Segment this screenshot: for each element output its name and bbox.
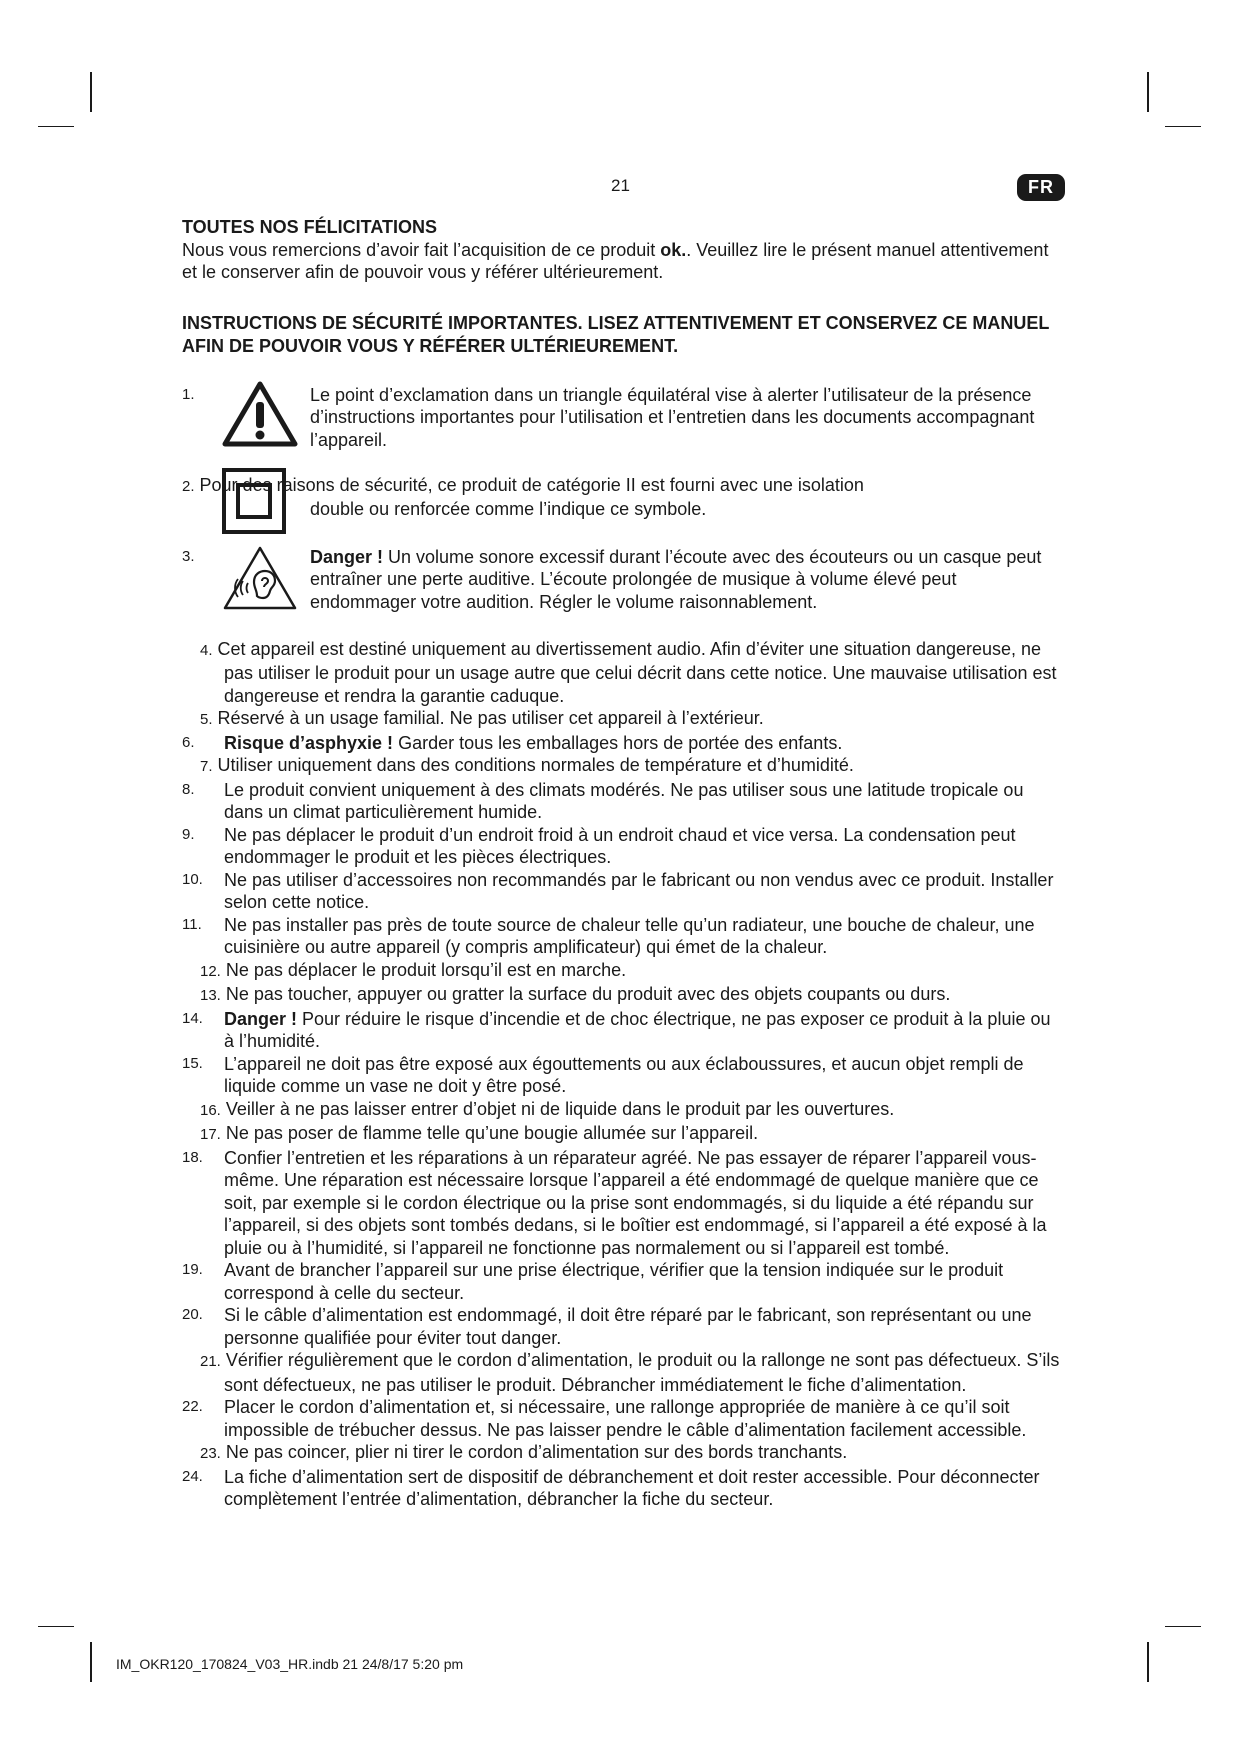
brand-name: ok.: [660, 239, 687, 260]
danger-label: Danger !: [310, 546, 384, 567]
item-text: Ne pas coincer, plier ni tirer le cordon d’alimentation sur des bords tranchants.: [225, 1442, 848, 1462]
item-text: Placer le cordon d’alimentation et, si nécessaire, une rallonge appropriée de manière à ce qu’il soit impossible de trébucher dessus. Ne pas laisser pendre le câble d’alimentation facilement accessible.: [224, 1397, 1027, 1440]
item-number: 3.: [182, 547, 195, 565]
safety-list: [182, 638, 1062, 1511]
item-bold-label: Danger !: [224, 1008, 298, 1029]
symbol-item-1: [182, 384, 1062, 452]
congrats-text: [182, 239, 1062, 284]
safety-item: [182, 1259, 1062, 1304]
safety-item: [182, 1441, 1062, 1466]
crop-mark: [1165, 126, 1201, 127]
safety-item: [182, 1122, 1062, 1147]
item-number: 4.: [200, 641, 213, 659]
crop-mark: [90, 1642, 92, 1682]
congrats-text-part: . Veuillez lire le présent manuel attentivement et le conserver afin de pouvoir vous y référer ultérieurement.: [182, 239, 1049, 282]
safety-item: [182, 983, 1062, 1008]
item-text: Ne pas déplacer le produit lorsqu’il est en marche.: [225, 959, 627, 980]
item-text: La fiche d’alimentation sert de dispositif de débranchement et doit rester accessible. Pour déconnecter complètement l’entrée d’alimentation, débrancher la fiche du secteur.: [224, 1466, 1040, 1509]
safety-item: [182, 959, 1062, 984]
item-text: Si le câble d’alimentation est endommagé, il doit être réparé par le fabricant, son représentant ou une personne qualifiée pour éviter tout danger.: [224, 1305, 1032, 1348]
item-text: Veiller à ne pas laisser entrer d’objet ni de liquide dans le produit par les ouvertures.: [225, 1098, 895, 1119]
item-text: Ne pas toucher, appuyer ou gratter la surface du produit avec des objets coupants ou durs.: [225, 984, 951, 1004]
congrats-title: TOUTES NOS FÉLICITATIONS: [182, 217, 438, 237]
item-text: Le produit convient uniquement à des climats modérés. Ne pas utiliser sous une latitude tropicale ou dans un climat particulièrement humide.: [224, 779, 1024, 822]
safety-item: [182, 732, 1062, 755]
symbol-item-3: [182, 546, 1062, 614]
safety-item: [182, 1396, 1062, 1441]
crop-mark: [1147, 1642, 1149, 1682]
crop-mark: [1165, 1626, 1201, 1627]
item-text: Ne pas installer pas près de toute source de chaleur telle qu’un radiateur, une bouche de chaleur, une cuisinière ou autre appareil (y compris amplificateur) qui émet de la chaleur.: [224, 914, 1035, 957]
item-number: 8.: [182, 780, 195, 798]
item-number: 23.: [200, 1445, 221, 1462]
symbol-text-cont: double ou renforcée comme l’indique ce symbole.: [310, 499, 707, 519]
item-number: 18.: [182, 1148, 203, 1166]
item-number: 10.: [182, 870, 203, 888]
item-text: Ne pas poser de flamme telle qu’une bougie allumée sur l’appareil.: [225, 1123, 759, 1143]
item-number: 24.: [182, 1467, 203, 1485]
hearing-danger-icon: [222, 544, 298, 618]
item-number: 5.: [200, 711, 213, 728]
item-number: 17.: [200, 1126, 221, 1143]
item-number: 21.: [200, 1353, 221, 1370]
item-number: 16.: [200, 1101, 221, 1119]
safety-item: [182, 1147, 1062, 1260]
document-body: [182, 216, 1062, 1511]
safety-item: [182, 824, 1062, 869]
item-number: 9.: [182, 825, 195, 843]
congrats-text-part: Nous vous remercions d’avoir fait l’acquisition de ce produit: [182, 239, 661, 260]
symbol-item-2: [182, 474, 1062, 524]
item-bold-label: Risque d’asphyxie !: [224, 732, 394, 753]
item-text: Confier l’entretien et les réparations à un réparateur agréé. Ne pas essayer de réparer l’appareil vous-même. Une réparation est nécessaire lorsque l’appareil a été endommagé de quelque manière que ce soit, par exemple si le cordon électrique ou la prise sont endommagés, si du liquide a été répandu sur l’appareil, si des objets sont tombés dedans, si le boîtier est endommagé, si l’appareil a été exposé à la pluie ou à l’humidité, si l’appareil ne fonctionne pas normalement ou si l’appareil est tombé.: [224, 1147, 1047, 1258]
safety-item: [182, 1466, 1062, 1511]
symbol-text-body: Un volume sonore excessif durant l’écoute avec des écouteurs ou un casque peut entraîner une perte auditive. L’écoute prolongée de musique à volume élevé peut endommager votre audition. Régler le volume raisonnablement.: [310, 546, 1042, 612]
safety-item: [182, 638, 1062, 708]
item-text: Garder tous les emballages hors de portée des enfants.: [393, 732, 843, 753]
item-number: 1.: [182, 385, 195, 403]
safety-heading: INSTRUCTIONS DE SÉCURITÉ IMPORTANTES. LISEZ ATTENTIVEMENT ET CONSERVEZ CE MANUEL AFIN DE POUVOIR VOUS Y RÉFÉRER ULTÉRIEUREMENT.: [182, 312, 1050, 356]
symbol-text: [310, 546, 1062, 614]
item-text: Utiliser uniquement dans des conditions normales de température et d’humidité.: [217, 755, 854, 775]
item-text: Cet appareil est destiné uniquement au divertissement audio. Afin d’éviter une situation dangereuse, ne pas utiliser le produit pour un usage autre que celui décrit dans cette notice. Une mauvaise utilisation est dangereuse et rendra la garantie caduque.: [217, 638, 1057, 706]
item-text: Réservé à un usage familial. Ne pas utiliser cet appareil à l’extérieur.: [217, 708, 764, 728]
item-number: 15.: [182, 1054, 203, 1072]
item-text: Ne pas utiliser d’accessoires non recommandés par le fabricant ou non vendus avec ce produit. Installer selon cette notice.: [224, 869, 1054, 912]
symbol-text: Le point d’exclamation dans un triangle équilatéral vise à alerter l’utilisateur de la présence d’instructions importantes pour l’utilisation et l’entretien dans les documents accompagnant l’appareil.: [310, 384, 1035, 450]
symbol-lead-text: Pour des raisons de sécurité, ce produit de catégorie II est fourni avec une isolation: [199, 474, 864, 495]
item-text: Avant de brancher l’appareil sur une prise électrique, vérifier que la tension indiquée sur le produit correspond à celle du secteur.: [224, 1260, 1004, 1303]
warning-triangle-icon: [222, 380, 298, 454]
item-text: L’appareil ne doit pas être exposé aux égouttements ou aux éclaboussures, et aucun objet rempli de liquide comme un vase ne doit y être posé.: [224, 1053, 1024, 1096]
item-number: 14.: [182, 1009, 203, 1027]
safety-item: [182, 869, 1062, 914]
item-number: 6.: [182, 733, 195, 751]
item-number: 12.: [200, 962, 221, 980]
page-number: 21: [611, 176, 630, 195]
safety-item: [182, 1349, 1062, 1396]
item-text: Pour réduire le risque d’incendie et de choc électrique, ne pas exposer ce produit à la pluie ou à l’humidité.: [224, 1008, 1051, 1051]
safety-item: [182, 914, 1062, 959]
safety-item: [182, 779, 1062, 824]
safety-item: [182, 707, 1062, 732]
item-number: 13.: [200, 987, 221, 1004]
symbol-text: [182, 474, 1062, 499]
print-footer: IM_OKR120_170824_V03_HR.indb 21 24/8/17 5:20 pm: [116, 1656, 464, 1672]
item-number: 2.: [182, 477, 195, 495]
crop-mark: [38, 126, 74, 127]
language-badge: FR: [1017, 174, 1065, 201]
item-number: 19.: [182, 1261, 203, 1278]
crop-mark: [1147, 72, 1149, 112]
item-number: 11.: [182, 915, 202, 933]
item-number: 7.: [200, 758, 213, 775]
crop-mark: [38, 1626, 74, 1627]
safety-item: [182, 1008, 1062, 1053]
item-number: 22.: [182, 1398, 203, 1415]
safety-item: [182, 1098, 1062, 1123]
item-text: Vérifier régulièrement que le cordon d’alimentation, le produit ou la rallonge ne sont pas défectueux. S’ils sont défectueux, ne pas utiliser le produit. Débrancher immédiatement le fiche d’alimentation.: [224, 1350, 1060, 1395]
safety-item: [182, 754, 1062, 779]
item-number: 20.: [182, 1306, 203, 1323]
safety-item: [182, 1304, 1062, 1349]
crop-mark: [90, 72, 92, 112]
safety-item: [182, 1053, 1062, 1098]
item-text: Ne pas déplacer le produit d’un endroit froid à un endroit chaud et vice versa. La condensation peut endommager le produit et les pièces électriques.: [224, 824, 1016, 867]
